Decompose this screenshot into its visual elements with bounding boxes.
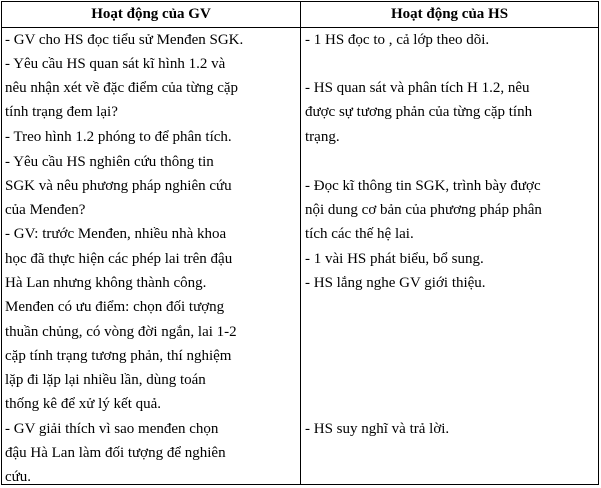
gv-line: - GV giải thích vì sao menđen chọn: [5, 421, 219, 437]
hs-line: tích các thế hệ lai.: [305, 226, 414, 242]
header-gv: Hoạt động của GV: [91, 6, 211, 22]
hs-line: - Đọc kĩ thông tin SGK, trình bày được: [305, 178, 541, 194]
gv-line: cặp tính trạng tương phản, thí nghiệm: [5, 348, 232, 364]
hs-line: trạng.: [305, 129, 340, 145]
hs-line: nội dung cơ bản của phương pháp phân: [305, 202, 542, 218]
gv-line: học đã thực hiện các phép lai trên đậu: [5, 251, 233, 267]
activity-table: [1, 1, 599, 485]
gv-line: - GV: trước Menđen, nhiều nhà khoa: [5, 226, 227, 242]
gv-line: thống kê để xử lý kết quả.: [5, 396, 162, 412]
gv-line: nêu nhận xét về đặc điểm của từng cặp: [5, 80, 239, 96]
gv-line: thuần chủng, có vòng đời ngắn, lai 1-2: [5, 324, 237, 340]
hs-line: - HS lắng nghe GV giới thiệu.: [305, 275, 486, 291]
gv-line: - Yêu cầu HS nghiên cứu thông tin: [5, 154, 214, 170]
gv-line: tính trạng đem lại?: [5, 104, 118, 120]
gv-line: SGK và nêu phương pháp nghiên cứu: [5, 178, 232, 194]
gv-line: - GV cho HS đọc tiểu sử Menđen SGK.: [5, 32, 244, 48]
gv-line: Hà Lan nhưng không thành công.: [5, 275, 207, 291]
gv-line: cứu.: [5, 469, 32, 485]
gv-line: - Treo hình 1.2 phóng to để phân tích.: [5, 129, 232, 145]
header-hs: Hoạt động của HS: [390, 6, 509, 22]
hs-line: - HS quan sát và phân tích H 1.2, nêu: [305, 80, 530, 96]
gv-line: của Menđen?: [5, 202, 86, 218]
hs-line: - 1 HS đọc to , cả lớp theo dõi.: [305, 32, 490, 48]
column-divider: [300, 2, 301, 484]
hs-line: được sự tương phản của từng cặp tính: [305, 104, 533, 120]
gv-line: đậu Hà Lan làm đối tượng để nghiên: [5, 445, 226, 461]
gv-line: Menđen có ưu điểm: chọn đối tượng: [5, 299, 225, 315]
hs-line: - HS suy nghĩ và trả lời.: [305, 421, 450, 437]
gv-line: - Yêu cầu HS quan sát kĩ hình 1.2 và: [5, 56, 226, 72]
hs-line: - 1 vài HS phát biểu, bổ sung.: [305, 251, 484, 267]
gv-line: lặp đi lặp lại nhiều lần, dùng toán: [5, 372, 206, 388]
